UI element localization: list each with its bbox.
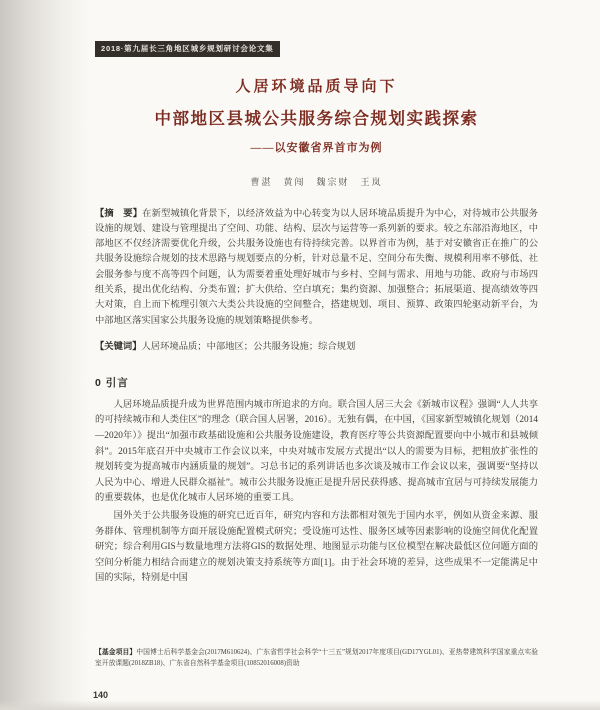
abstract-label: 【摘 要】 [95,207,143,218]
intro-paragraph-1: 人居环境品质提升成为世界范围内城市所追求的方向。联合国人居三大会《新城市议程》强调“人人共享的可持续城市和人类住区”的理念（联合国人居署，2016）。无独有偶，在中国，《国家新型城镇化规划（2014—2020年）》提出“加强市政基础设施和公共服务设施建设，教育医疗等公共资源配置要向中小城市和县城倾斜”。2015年底召开中央城市工作会议以来，中央对城市发展方式提出“以人的需要为目标，把粗放扩张性的规划转变为提高城市内涵质量的规划”。习总书记的系列讲话也多次谈及城市工作会议以来，强调要“坚持以人民为中心、增进人民群众福祉”。城市公共服务设施正是提升居民获得感、提高城市宜居与可持续发展能力的重要载体，也是优化城市人居环境的重要工具。 [95,399,538,504]
paper-title-line2: 中部地区县城公共服务综合规划实践探索 [154,108,479,128]
bottom-shadow [0,700,600,710]
keywords-text: 人居环境品质；中部地区；公共服务设施；综合规划 [141,341,356,352]
keywords-block [95,339,538,355]
paper-title-line1: 人居环境品质导向下 [235,78,398,95]
keywords-label: 【关键词】 [95,340,142,351]
paper-subtitle: ——以安徽省界首市为例 [250,141,383,154]
section-heading-introduction: 0 引言 [95,376,129,389]
funding-footnote [95,648,538,669]
funding-text: 中国博士后科学基金会(2017M610624)、广东省哲学社会科学“十三五”规划2017年度项目(GD17YGL01)、亚热带建筑科学国家重点实验室开放课题(2018ZB18)、广东省自然科学基金项目(10852016008)资助 [95,649,538,667]
funding-label: 【基金项目】 [95,649,137,656]
abstract-text: 在新型城镇化背景下，以经济效益为中心转变为以人居环境品质提升为中心，对待城市公共服务设施的规划、建设与管理提出了空间、功能、结构、层次与运营等一系列新的要求。较之东部沿海地区，中部地区不仅经济需要优化升级，公共服务设施也有待持续完善。以界首市为例，基于对安徽省正在推广的公共服务设施综合规划的技术思路与规划要点的分析，针对总量不足、空间分布失衡、规模利用率不够低、社会服务参与度不高等四个问题，认为需要着重处理好城市与乡村、空间与需求、用地与功能、政府与市场四组关系，提出优化结构、分类布置；扩大供给、空白填充；集约资源、加强整合；拓展渠道、提高绩效等四大对策，自上而下梳理引领六大类公共设施的空间整合，搭建规划、项目、预算、政策四轮驱动新平台，为中部地区落实国家公共服务设施的规划策略提供参考。 [95,208,538,326]
abstract-block [95,206,538,329]
page-content [95,38,538,587]
authors-line: 曹湛 黄闯 魏宗财 王岚 [250,176,383,187]
title-block [95,75,538,155]
intro-paragraph-2: 国外关于公共服务设施的研究已近百年，研究内容和方法都相对领先于国内水平，例如从资金来源、服务群体、管理机制等方面开展设施配置模式研究；受设施可达性、服务区域等因素影响的设施空间优化配置研究；综合利用GIS与数量地理方法将GIS的数据处理、地图显示功能与区位模型在解决最低区位问题方面的空间分析能力相结合而建立的规划决策支持系统等方面[1]。由于社会环境的差异，这些成果不一定能满足中国的实际，特别是中国 [95,511,538,584]
proceedings-header-bar: 2018·第九届长三角地区城乡规划研讨会论文集 [95,41,280,57]
binding-shadow [0,0,88,710]
page-number: 140 [93,690,109,700]
